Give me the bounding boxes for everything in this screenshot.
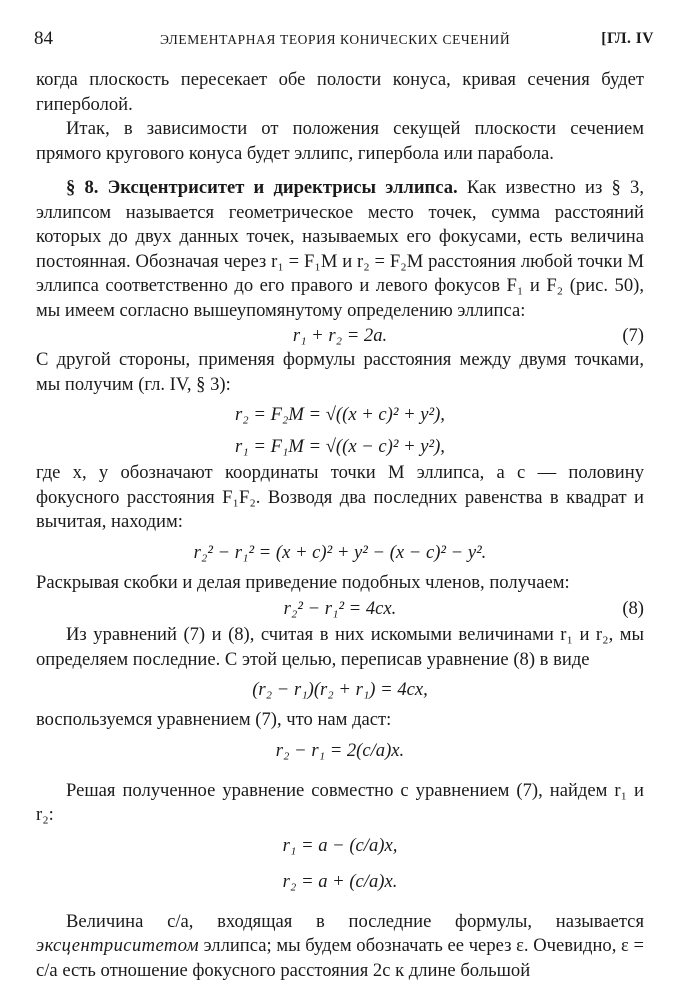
equation: r₁ = a − (c/a)x, bbox=[282, 834, 398, 856]
section-text: Как известно из § 3, эллипсом называется геометрическое место точек, сумма расстояний которых до двух данных точек, называемых его фокусами, есть величина постоянная. Обозначая через r₁ = F₁M и r₂ = F₂M расстояния любой точки M эллипса соответственно до его правого и левого фокусов F₁ и F₂ (рис. 50), мы имеем согласно вышеупомянутому определению эллипса: bbox=[36, 177, 644, 321]
equation-7: r₁ + r₂ = 2a. (7) bbox=[292, 325, 644, 346]
page-header bbox=[34, 28, 654, 52]
equation-8: r₂² − r₁² = 4cx. (8) bbox=[36, 595, 644, 623]
paragraph: С другой стороны, применяя формулы расстояния между двумя точками, мы получим (гл. IV, § 3): bbox=[36, 349, 644, 395]
paragraph: Величина c/a, входящая в последние формулы, называется эксцентриситетом эллипса; мы будем обозначать ее через ε. Очевидно, ε = c/a есть отношение фокусного расстояния 2c к длине большой bbox=[36, 910, 644, 981]
paragraph: Решая полученное уравнение совместно с уравнением (7), найдем r₁ и r₂: bbox=[36, 779, 644, 825]
paragraph: Итак, в зависимости от положения секущей плоскости сечением прямого кругового конуса будет эллипс, гипербола или парабола. bbox=[36, 118, 644, 164]
section-title: § 8. Эксцентриситет и директрисы эллипса. bbox=[66, 177, 458, 198]
paragraph: воспользуемся уравнением (7), что нам даст: bbox=[36, 709, 392, 730]
page-number: 84 bbox=[34, 28, 53, 49]
equation: r₂ = F₂M = √((x + c)² + y²), bbox=[235, 404, 445, 425]
equation: (r₂ − r₁)(r₂ + r₁) = 4cx, bbox=[252, 679, 428, 700]
chapter-label: [ГЛ. IV bbox=[601, 30, 654, 47]
paragraph: где x, y обозначают координаты точки M эллипса, а c — половину фокусного расстояния F₁F₂. Возводя два последних равенства в квадрат и вычитая, находим: bbox=[36, 462, 644, 532]
equation: r₂ = a + (c/a)x. bbox=[282, 870, 398, 892]
equation-number: (7) bbox=[622, 325, 644, 346]
equation: r₁ = F₁M = √((x − c)² + y²), bbox=[235, 436, 445, 457]
term-eccentricity: эксцентриситетом bbox=[36, 935, 199, 956]
equation: r₂² − r₁² = (x + c)² + y² − (x − c)² − y². bbox=[193, 541, 487, 563]
section-paragraph bbox=[36, 176, 644, 323]
running-title: ЭЛЕМЕНТАРНАЯ ТЕОРИЯ КОНИЧЕСКИХ СЕЧЕНИЙ bbox=[160, 32, 511, 47]
paragraph: Из уравнений (7) и (8), считая в них искомыми величинами r₁ и r₂, мы определяем последние. С этой целью, переписав уравнение (8) в виде bbox=[36, 624, 644, 670]
equation-number: (8) bbox=[622, 598, 644, 619]
equation: r₂ − r₁ = 2(c/a)x. bbox=[275, 739, 405, 761]
paragraph: когда плоскость пересекает обе полости конуса, кривая сечения будет гиперболой. bbox=[36, 69, 644, 115]
paragraph: Раскрывая скобки и делая приведение подобных членов, получаем: bbox=[36, 571, 570, 593]
page-body bbox=[36, 68, 644, 983]
